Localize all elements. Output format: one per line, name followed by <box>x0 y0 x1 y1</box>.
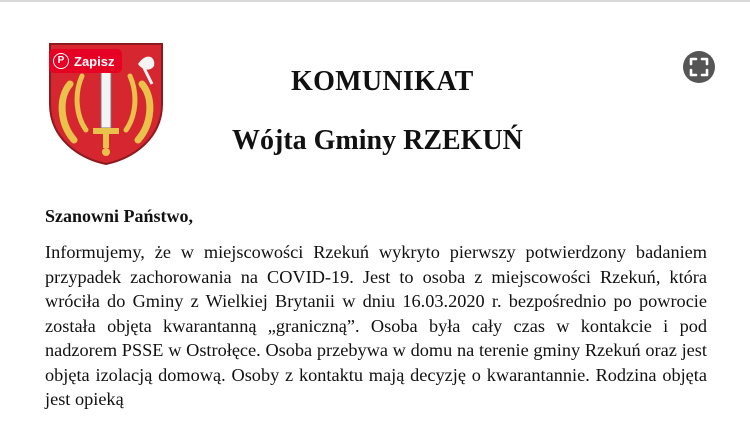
pinterest-save-button[interactable] <box>49 49 122 73</box>
greeting: Szanowni Państwo, <box>45 206 194 226</box>
pinterest-save-label: Zapisz <box>74 53 115 69</box>
top-divider <box>0 0 750 2</box>
document-title: KOMUNIKAT <box>291 66 474 97</box>
expand-icon[interactable] <box>682 50 716 84</box>
document-subtitle: Wójta Gminy RZEKUŃ <box>232 125 523 156</box>
pinterest-icon: P <box>53 53 69 69</box>
announcement-body: Informujemy, że w miejscowości Rzekuń wykryto pierwszy potwierdzony badaniem przypadek zachorowania na COVID-19. Jest to osoba z miejscowości Rzekuń, która wróciła do Gminy z Wielkiej Brytanii w dniu 16.03.2020 r. bezpośrednio po powrocie została objęta kwarantanną „graniczną”. Osoba była cały czas w kontakcie i pod nadzorem PSSE w Ostrołęce. Osoba przebywa w domu na terenie gminy Rzekuń oraz jest objęta izolacją domową. Osoby z kontaktu mają decyzję o kwarantannie. Rodzina objęta jest opieką <box>45 242 707 409</box>
